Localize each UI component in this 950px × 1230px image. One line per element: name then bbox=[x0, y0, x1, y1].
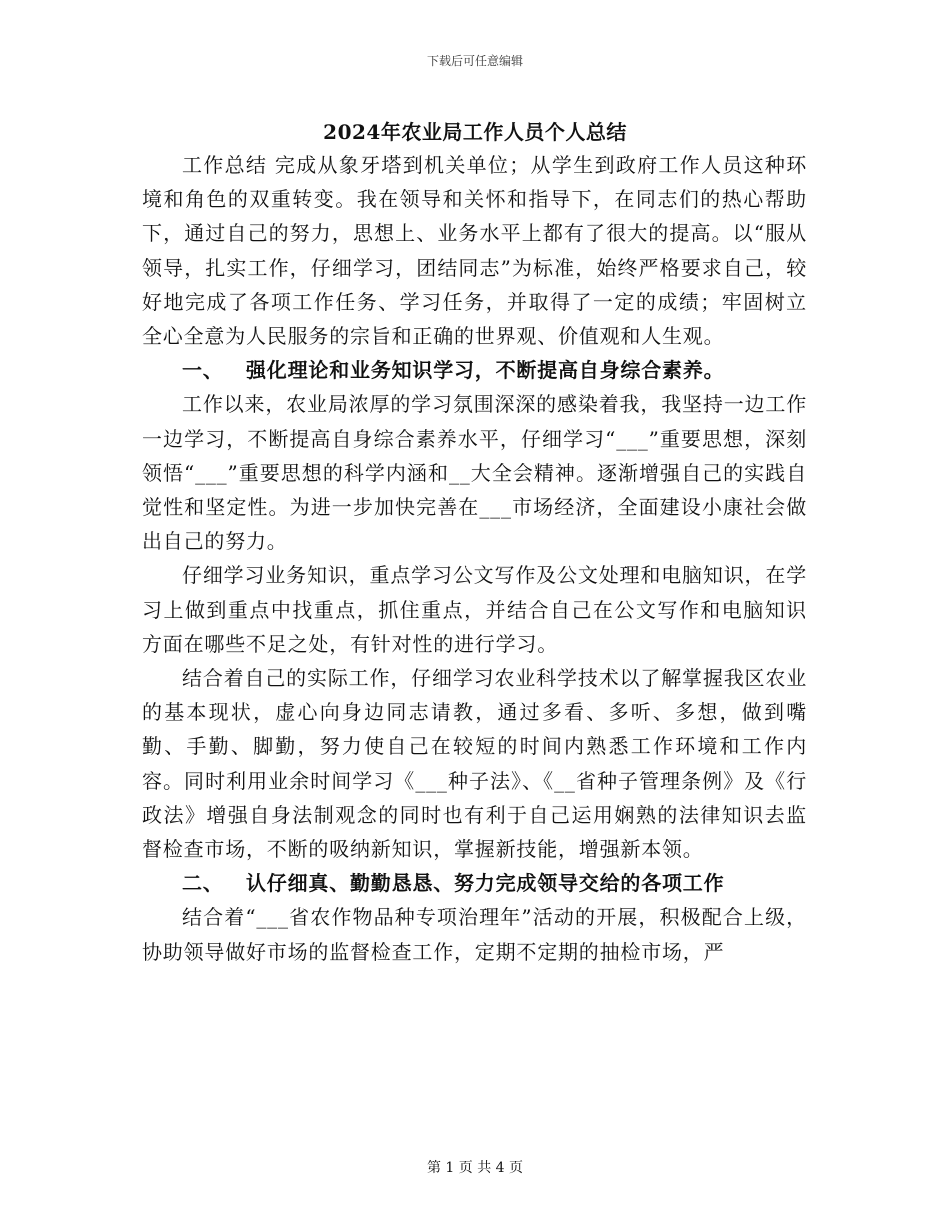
section-2-heading bbox=[142, 866, 807, 900]
section-1-heading bbox=[142, 353, 807, 387]
document-body bbox=[142, 148, 807, 969]
page-footer: 第 1 页 共 4 页 bbox=[426, 1160, 524, 1176]
section-1-paragraph-3: 结合着自己的实际工作，仔细学习农业科学技术以了解掌握我区农业的基本现状，虚心向身边同志请教，通过多看、多听、多想，做到嘴勤、手勤、脚勤，努力使自己在较短的时间内熟悉工作环境和工作内容。同时利用业余时间学习《___种子法》、《__省种子管理条例》及《行政法》增强自身法制观念的同时也有利于自己运用娴熟的法律知识去监督检查市场，不断的吸纳新知识，掌握新技能，增强新本领。 bbox=[142, 666, 807, 862]
section-2-number: 二、 bbox=[182, 871, 224, 896]
document-title: 2024年农业局工作人员个人总结 bbox=[323, 120, 627, 144]
section-1-paragraph-2: 仔细学习业务知识，重点学习公文写作及公文处理和电脑知识，在学习上做到重点中找重点，抓住重点，并结合自己在公文写作和电脑知识方面在哪些不足之处，有针对性的进行学习。 bbox=[142, 563, 807, 656]
section-2-paragraph-1: 结合着“___省农作物品种专项治理年”活动的开展，积极配合上级，协助领导做好市场的监督检查工作，定期不定期的抽检市场，严 bbox=[142, 905, 807, 964]
intro-paragraph: 工作总结 完成从象牙塔到机关单位；从学生到政府工作人员这种环境和角色的双重转变。我在领导和关怀和指导下，在同志们的热心帮助下，通过自己的努力，思想上、业务水平上都有了很大的提高。以“服从领导，扎实工作，仔细学习，团结同志”为标准，始终严格要求自己，较好地完成了各项工作任务、学习任务，并取得了一定的成绩；牢固树立全心全意为人民服务的宗旨和正确的世界观、价值观和人生观。 bbox=[142, 153, 807, 349]
section-1-title: 强化理论和业务知识学习，不断提高自身综合素养。 bbox=[246, 358, 725, 383]
section-1-number: 一、 bbox=[182, 358, 224, 383]
section-2-title: 认仔细真、勤勤恳恳、努力完成领导交给的各项工作 bbox=[246, 871, 725, 896]
header-note: 下载后可任意编辑 bbox=[426, 54, 523, 68]
section-1-paragraph-1: 工作以来，农业局浓厚的学习氛围深深的感染着我，我坚持一边工作一边学习，不断提高自身综合素养水平，仔细学习“___”重要思想，深刻领悟“___”重要思想的科学内涵和__大全会精神。逐渐增强自己的实践自觉性和坚定性。为进一步加快完善在___市场经济，全面建设小康社会做出自己的努力。 bbox=[142, 392, 807, 554]
